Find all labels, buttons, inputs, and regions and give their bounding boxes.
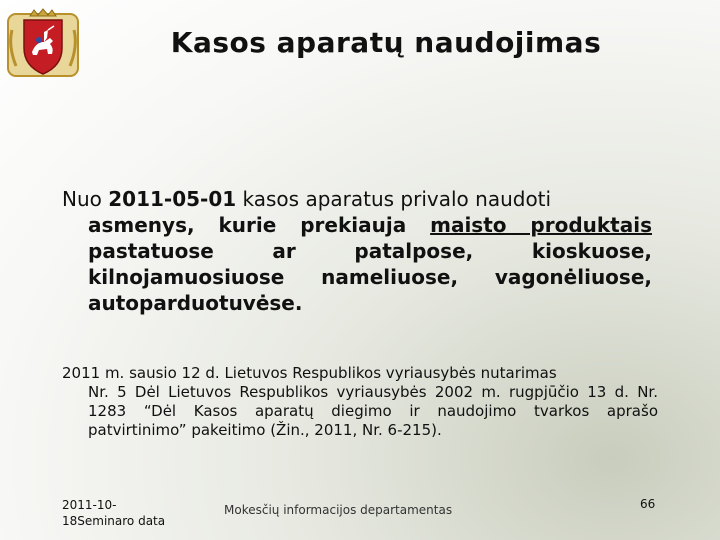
para1-places: pastatuose ar patalpose, kioskuose, kilnojamuosiuose nameliuose, vagonėliuose, autoparduotuvėse.	[88, 239, 652, 315]
legal-reference	[62, 364, 658, 440]
para1-rest	[62, 212, 652, 316]
para1-subject: asmenys, kurie	[88, 213, 301, 237]
para1-first-line	[62, 186, 652, 212]
legal-reference-rest: Nr. 5 Dėl Lietuvos Respublikos vyriausybės 2002 m. rugpjūčio 13 d. Nr. 1283 “Dėl Kasos aparatų diegimo ir naudojimo tvarkos aprašo patvirtinimo” pakeitimo (Žin., 2011, Nr. 6-215).	[88, 383, 658, 439]
para1-verb: prekiauja	[300, 213, 407, 237]
para1-space	[406, 213, 430, 237]
slide-title: Kasos aparatų naudojimas	[170, 26, 602, 59]
footer-department: Mokesčių informacijos departamentas	[224, 503, 453, 517]
para1-mid: kasos aparatus privalo naudoti	[236, 187, 552, 211]
coat-of-arms-icon	[6, 8, 80, 80]
main-paragraph	[62, 186, 652, 316]
para1-date: 2011-05-01	[108, 187, 237, 211]
para1-prefix: Nuo	[62, 187, 109, 211]
footer-date-line1: 2011-10-	[62, 498, 117, 512]
footer-date	[62, 497, 212, 529]
page-number: 66	[640, 497, 656, 511]
legal-reference-first-line: 2011 m. sausio 12 d. Lietuvos Respublikos vyriausybės nutarimas	[62, 364, 557, 382]
para1-products: maisto produktais	[430, 213, 652, 237]
footer-date-line2: 18Seminaro data	[62, 514, 166, 528]
